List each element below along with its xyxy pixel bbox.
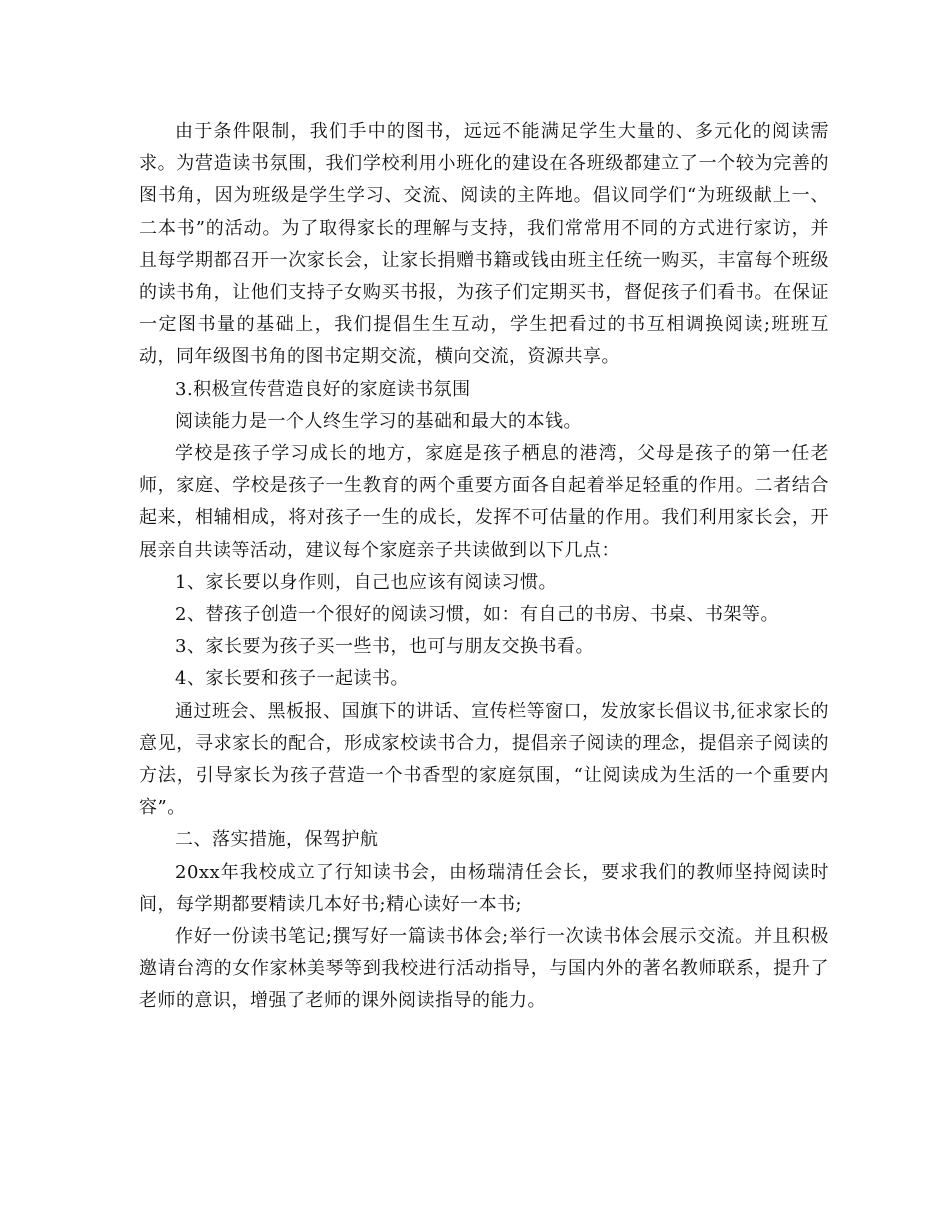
paragraph-reading-club: 20xx年我校成立了行知读书会，由杨瑞清任会长，要求我们的教师坚持阅读时间，每学期都要精读几本好书;精心读好一本书; — [139, 861, 829, 915]
list-item-3: 3、家长要为孩子买一些书，也可与朋友交换书看。 — [175, 636, 594, 658]
document-body — [139, 116, 829, 1018]
section-heading-measures: 二、落实措施，保驾护航 — [175, 829, 379, 851]
paragraph-parent-initiative: 通过班会、黑板报、国旗下的讲话、宣传栏等窗口，发放家长倡议书,征求家长的意见，寻求家长的配合，形成家校读书合力，提倡亲子阅读的理念，提倡亲子阅读的方法，引导家长为孩子营造一个书香型的家庭氛围，“让阅读成为生活的一个重要内容”。 — [139, 700, 829, 819]
list-item-2: 2、替孩子创造一个很好的阅读习惯，如：有自己的书房、书桌、书架等。 — [175, 604, 779, 626]
paragraph-reading-notes: 作好一份读书笔记;撰写好一篇读书体会;举行一次读书体会展示交流。并且积极邀请台湾的女作家林美琴等到我校进行活动指导，与国内外的著名教师联系，提升了老师的意识，增强了老师的课外阅读指导的能力。 — [139, 926, 829, 1012]
paragraph-school-and-family: 学校是孩子学习成长的地方，家庭是孩子栖息的港湾，父母是孩子的第一任老师，家庭、学校是孩子一生教育的两个重要方面各自起着举足轻重的作用。二者结合起来，相辅相成，将对孩子一生的成长，发挥不可估量的作用。我们利用家长会，开展亲自共读等活动，建议每个家庭亲子共读做到以下几点： — [139, 443, 829, 561]
section-heading-family-reading: 3.积极宣传营造良好的家庭读书氛围 — [175, 378, 471, 400]
paragraph-reading-ability: 阅读能力是一个人终生学习的基础和最大的本钱。 — [175, 410, 582, 432]
list-item-4: 4、家长要和孩子一起读书。 — [175, 668, 409, 690]
list-item-1: 1、家长要以身作则，自己也应该有阅读习惯。 — [175, 571, 557, 593]
paragraph-book-corner: 由于条件限制，我们手中的图书，远远不能满足学生大量的、多元化的阅读需求。为营造读书氛围，我们学校利用小班化的建设在各班级都建立了一个较为完善的图书角，因为班级是学生学习、交流、阅读的主阵地。倡议同学们“为班级献上一、二本书”的活动。为了取得家长的理解与支持，我们常常用不同的方式进行家访，并且每学期都召开一次家长会，让家长捐赠书籍或钱由班主任统一购买，丰富每个班级的读书角，让他们支持子女购买书报，为孩子们定期买书，督促孩子们看书。在保证一定图书量的基础上，我们提倡生生互动，学生把看过的书互相调换阅读;班班互动，同年级图书角的图书定期交流，横向交流，资源共享。 — [139, 121, 829, 368]
